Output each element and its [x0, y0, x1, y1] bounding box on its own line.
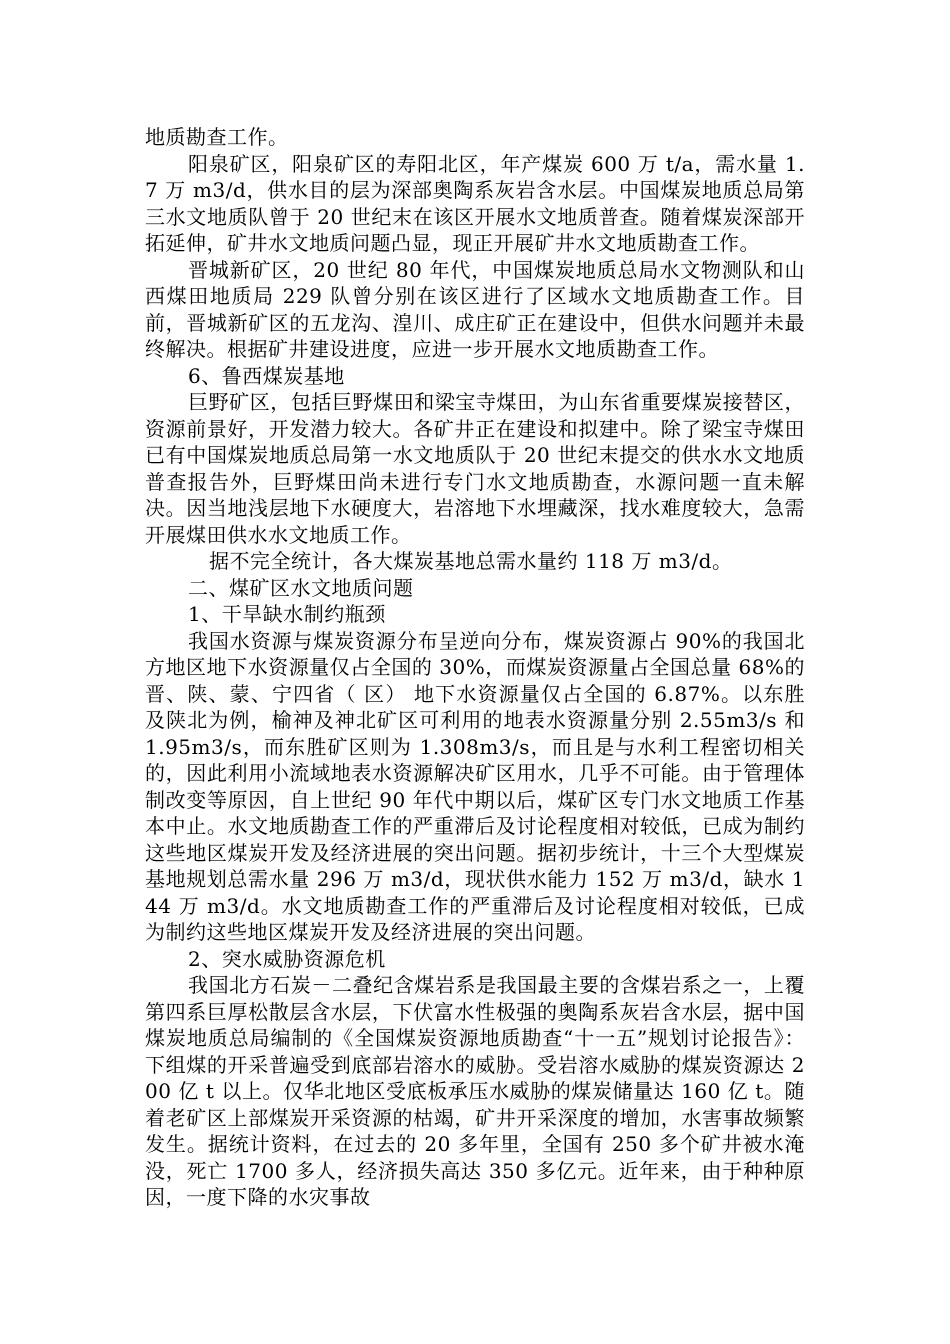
section-heading: 6、鲁西煤炭基地: [188, 363, 345, 388]
section-heading: 1、干旱缺水制约瓶颈: [188, 602, 386, 626]
paragraph: 我国北方石炭－二叠纪含煤岩系是我国最主要的含煤岩系之一，上覆第四系巨厚松散层含水层，下伏富水性极强的奥陶系灰岩含水层，据中国煤炭地质总局编制的《全国煤炭资源地质勘查“十一五”规划讨论报告》：下组煤的开采普遍受到底部岩溶水的威胁。受岩溶水威胁的煤炭资源达 200 亿 t 以上。仅华北地区受底板承压水威胁的煤炭储量达 160 亿 t。随着老矿区上部煤炭开采资源的枯竭，矿井开采深度的增加，水害事故频繁发生。据统计资料，在过去的 20 多年里，全国有 250 多个矿井被水淹没，死亡 1700 多人，经济损失高达 350 多亿元。近年来，由于种种原因，一度下降的水灾事故: [145, 973, 805, 1209]
paragraph: 地质勘查工作。: [145, 125, 289, 149]
section-heading: 2、突水威胁资源危机: [188, 946, 386, 971]
paragraph: 我国水资源与煤炭资源分布呈逆向分布，煤炭资源占 90%的我国北方地区地下水资源量仅占全国的 30%，而煤炭资源量占全国总量 68%的晋、陕、蒙、宁四省（ 区） 地下水资源量仅占全国的 6.87%。以东胜及陕北为例，榆神及神北矿区可利用的地表水资源量分别 2.55m3/s 和 1.95m3/s，而东胜矿区则为 1.308m3/s，而且是与水利工程密切相关的，因此利用小流域地表水资源解决矿区用水，几乎不可能。由于管理体制改变等原因，自上世纪 90 年代中期以后，煤矿区专门水文地质工作基本中止。水文地质勘查工作的严重滞后及讨论程度相对较低，已成为制约这些地区煤炭开发及经济进展的突出问题。据初步统计，十三个大型煤炭基地规划总需水量 296 万 m3/d，现状供水能力 152 万 m3/d，缺水 144 万 m3/d。水文地质勘查工作的严重滞后及讨论程度相对较低，已成为制约这些地区煤炭开发及经济进展的突出问题。: [145, 628, 805, 944]
paragraph: 据不完全统计，各大煤炭基地总需水量约 118 万 m3/d。: [209, 549, 733, 573]
paragraph: 晋城新矿区，20 世纪 80 年代，中国煤炭地质总局水文物测队和山西煤田地质局 229 队曾分别在该区进行了区域水文地质勘查工作。目前，晋城新矿区的五龙沟、湟川、成庄矿正在建设中，但供水问题并未最终解决。根据矿井建设进度，应进一步开展水文地质勘查工作。: [145, 257, 805, 361]
paragraph: 阳泉矿区，阳泉矿区的寿阳北区，年产煤炭 600 万 t/a，需水量 1.7 万 m3/d，供水目的层为深部奥陶系灰岩含水层。中国煤炭地质总局第三水文地质队曾于 20 世纪末在该区开展水文地质普查。随着煤炭深部开拓延伸，矿井水文地质问题凸显，现正开展矿井水文地质勘查工作。: [145, 151, 805, 255]
paragraph: 巨野矿区，包括巨野煤田和梁宝寺煤田，为山东省重要煤炭接替区，资源前景好，开发潜力较大。各矿井正在建设和拟建中。除了梁宝寺煤田已有中国煤炭地质总局第一水文地质队于 20 世纪末提交的供水水文地质普查报告外，巨野煤田尚未进行专门水文地质勘查，水源问题一直未解决。因当地浅层地下水硬度大，岩溶地下水埋藏深，找水难度较大，急需开展煤田供水水文地质工作。: [145, 390, 805, 547]
document-body: [145, 124, 805, 1211]
section-heading: 二、煤矿区水文地质问题: [188, 575, 414, 600]
